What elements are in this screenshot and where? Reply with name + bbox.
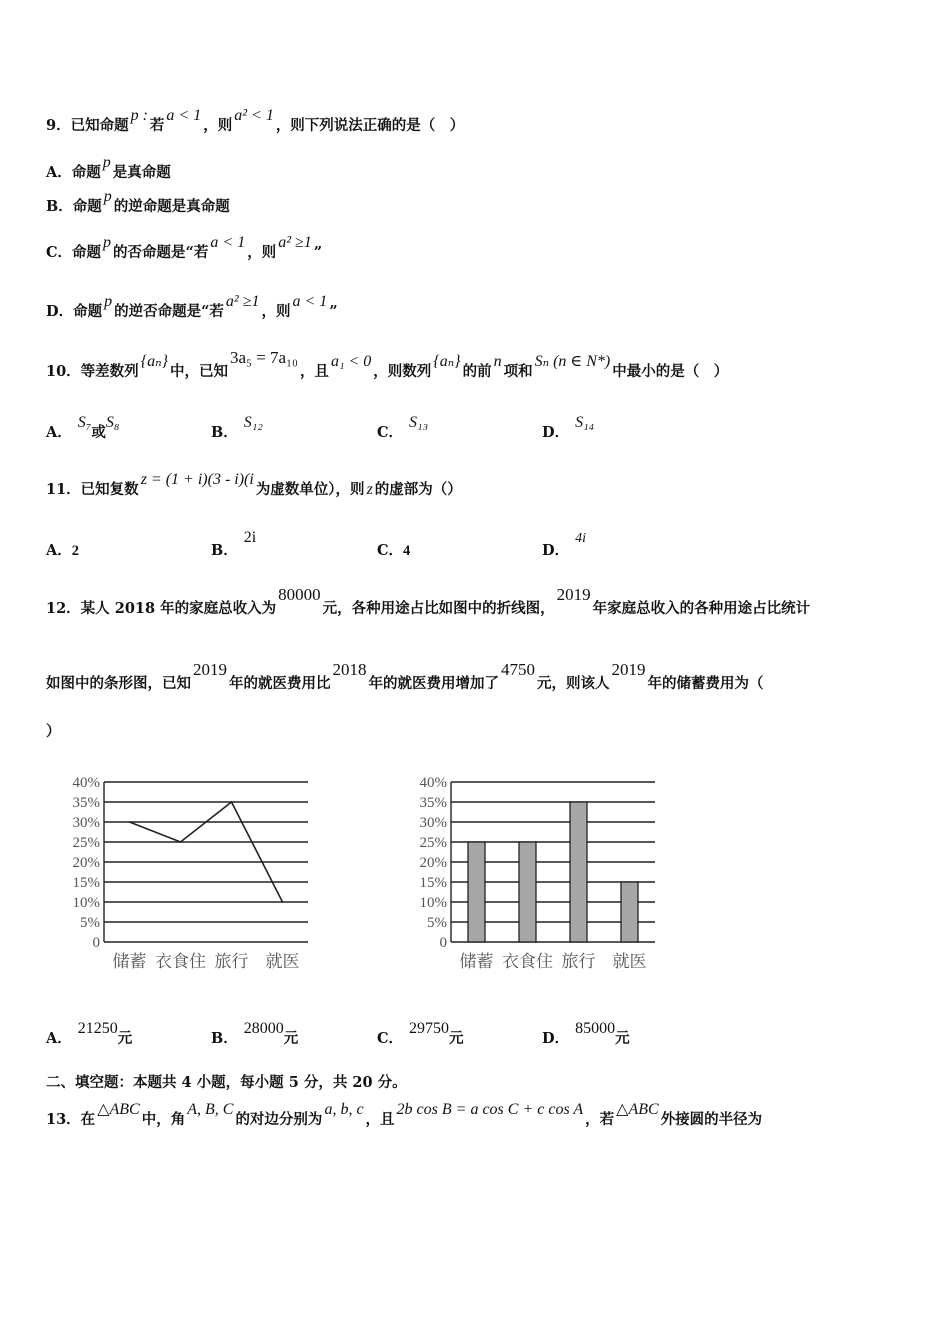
y-tick-label: 30% [72, 815, 100, 831]
q13-stem: 13．在△ABC中，角A, B, C的对边分别为a, b, c，且2b cos B = a cos C + c cos A，若△ABC外接圆的半径为 [46, 1101, 763, 1128]
q9-option-c[interactable]: C．命题p的否命题是“若a < 1，则a² ≥1” [46, 234, 323, 261]
q11-option-b[interactable]: B．2i [211, 529, 257, 559]
q9-option-d[interactable]: D．命题p的逆否命题是“若a² ≥1，则a < 1” [46, 293, 338, 320]
x-tick-label: 衣食住 [155, 952, 206, 971]
x-tick-label: 储蓄 [112, 952, 147, 971]
y-tick-label: 15% [72, 875, 100, 891]
bar [621, 882, 638, 942]
line-chart-2018 [58, 770, 318, 975]
q12-option-b[interactable]: B．28000元 [211, 1020, 299, 1047]
bar-chart-2019 [405, 770, 665, 975]
y-tick-label: 5% [427, 915, 447, 931]
x-tick-label: 旅行 [561, 952, 596, 971]
y-tick-label: 20% [419, 855, 447, 871]
section-2-heading: 二、填空题：本题共 4 小题，每小题 5 分，共 20 分。 [46, 1074, 407, 1091]
q12-stem-line3: ） [46, 723, 61, 740]
y-tick-label: 35% [419, 795, 447, 811]
q10-stem: 10．等差数列{aₙ}中，已知3a₅ = 7a₁₀，且a₁ < 0，则数列{aₙ}的前n项和Sₙ (n ∈ N*)中最小的是（ ） [46, 348, 729, 380]
y-tick-label: 25% [419, 835, 447, 851]
y-tick-label: 40% [419, 775, 447, 791]
q12-stem-line1: 12．某人 2018 年的家庭总收入为80000元，各种用途占比如图中的折线图，2019年家庭总收入的各种用途占比统计 [46, 585, 811, 617]
y-tick-label: 30% [419, 815, 447, 831]
data-point [282, 901, 284, 903]
y-tick-label: 20% [72, 855, 100, 871]
q11-option-d[interactable]: D．4i [542, 531, 586, 559]
q10-option-c[interactable]: C．S₁₃ [377, 414, 429, 441]
y-tick-label: 0 [92, 935, 100, 951]
data-point [180, 841, 182, 843]
y-tick-label: 10% [72, 895, 100, 911]
y-tick-label: 40% [72, 775, 100, 791]
bar [570, 802, 587, 942]
q12-option-a[interactable]: A．21250元 [46, 1020, 133, 1047]
bar [519, 842, 536, 942]
x-tick-label: 旅行 [214, 952, 249, 971]
q11-stem: 11．已知复数z = (1 + i)(3 - i)(i为虚数单位），则 z 的虚部为（） [46, 471, 462, 498]
x-tick-label: 衣食住 [502, 952, 553, 971]
x-tick-label: 就医 [265, 952, 300, 971]
bar [468, 842, 485, 942]
q10-option-a[interactable]: A．S₇或S₈ [46, 414, 120, 441]
q9-option-a[interactable]: A．命题p是真命题 [46, 154, 171, 181]
q11-option-a[interactable]: A．2 [46, 542, 80, 559]
q12-option-c[interactable]: C．29750元 [377, 1020, 464, 1047]
y-tick-label: 15% [419, 875, 447, 891]
q10-option-d[interactable]: D．S₁₄ [542, 414, 595, 441]
q12-option-d[interactable]: D．85000元 [542, 1020, 630, 1047]
x-tick-label: 储蓄 [459, 952, 494, 971]
data-point [231, 801, 233, 803]
y-tick-label: 10% [419, 895, 447, 911]
x-tick-label: 就医 [612, 952, 647, 971]
y-tick-label: 35% [72, 795, 100, 811]
series-line [130, 802, 283, 902]
q9-option-b[interactable]: B．命题p的逆命题是真命题 [46, 188, 230, 215]
q12-stem-line2: 如图中的条形图，已知2019年的就医费用比2018年的就医费用增加了4750元，则该人2019年的储蓄费用为（ [46, 660, 764, 692]
y-tick-label: 25% [72, 835, 100, 851]
data-point [129, 821, 131, 823]
q10-option-b[interactable]: B．S₁₂ [211, 414, 263, 441]
y-tick-label: 0 [439, 935, 447, 951]
q11-option-c[interactable]: C．4 [377, 542, 411, 559]
y-tick-label: 5% [80, 915, 100, 931]
q9-stem: 9．已知命题p :若a < 1，则a² < 1，则下列说法正确的是（ ） [46, 107, 465, 134]
